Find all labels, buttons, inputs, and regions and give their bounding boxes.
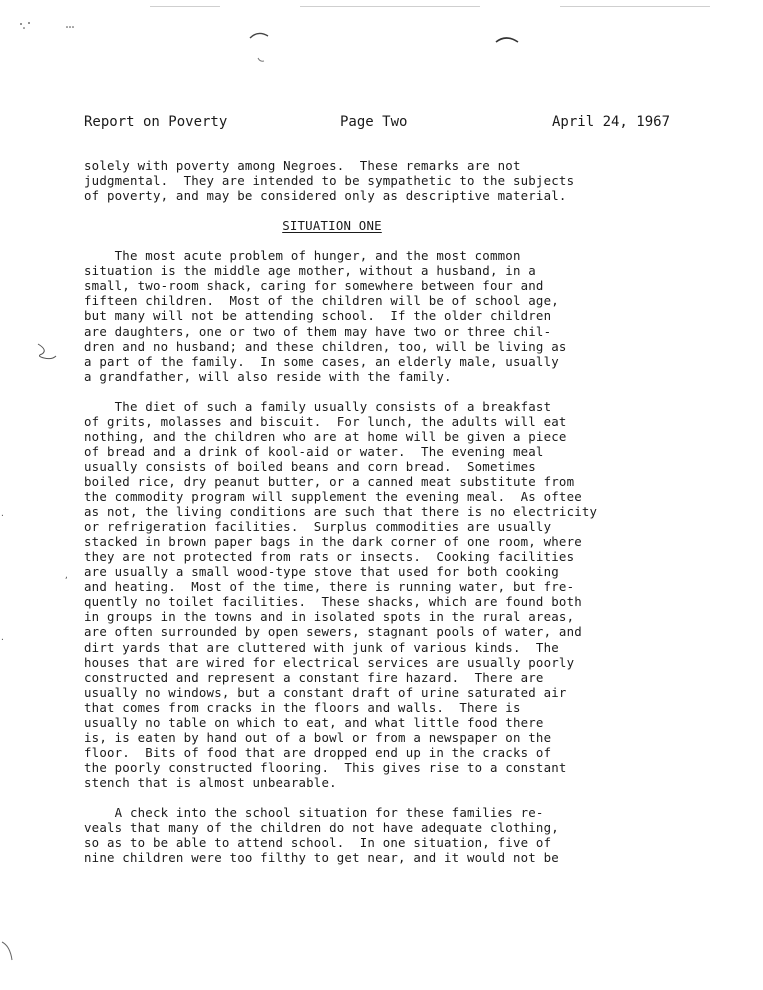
report-date: April 24, 1967 xyxy=(552,114,671,130)
report-title: Report on Poverty xyxy=(84,114,228,130)
section-heading: SITUATION ONE xyxy=(282,218,382,234)
paragraph-spacer xyxy=(84,790,704,805)
punch-hole-mark xyxy=(494,32,524,48)
scan-edge-mark xyxy=(0,938,20,968)
scan-speck: · xyxy=(0,511,5,520)
page-number: Page Two xyxy=(340,114,408,130)
scan-artifact-line xyxy=(300,6,480,7)
punch-hole-mark xyxy=(248,28,278,68)
paragraph-school: A check into the school situation for these families re- veals that many of the children do not have adequate clothing, so as to be able to attend school. In one situation, five of nine children were too filthy to get near, and it would not be xyxy=(84,805,559,866)
scan-artifact-line xyxy=(150,6,220,7)
scan-artifact-line xyxy=(560,6,710,7)
handwritten-margin-mark xyxy=(34,340,60,364)
scan-speck: , xyxy=(64,571,69,580)
scan-speck-marks xyxy=(18,18,88,34)
scan-speck: · xyxy=(0,635,5,644)
section-heading-wrap xyxy=(84,218,580,233)
paragraph-spacer xyxy=(84,384,704,399)
document-body xyxy=(84,158,704,865)
paragraph-diet-and-living: The diet of such a family usually consists of a breakfast of grits, molasses and biscuit. For lunch, the adults will eat nothing, and the children who are at home will be given a piece of bread and a drink of kool-aid or water. The evening meal usually consists of boiled beans and corn bread. Sometimes boiled rice, dry peanut butter, or a canned meat substitute from the commodity program will supplement the evening meal. As oftee as not, the living conditions are such that there is no electricity or refrigeration facilities. Surplus commodities are usually stacked in brown paper bags in the dark corner of one room, where they are not protected from rats or insects. Cooking facilities are usually a small wood-type stove that used for both cooking and heating. Most of the time, there is running water, but fre- quently no toilet facilities. These shacks, which are found both in groups in the towns and in isolated spots in the rural areas, are often surrounded by open sewers, stagnant pools of water, and dirt yards that are cluttered with junk of various kinds. The houses that are wired for electrical services are usually poorly constructed and represent a constant fire hazard. There are usually no windows, but a constant draft of urine saturated air that comes from cracks in the floors and walls. There is usually no table on which to eat, and what little food there is, is eaten by hand out of a bowl or from a newspaper on the floor. Bits of food that are dropped end up in the cracks of the poorly constructed flooring. This gives rise to a constant stench that is almost unbearable. xyxy=(84,398,598,790)
paragraph-household: The most acute problem of hunger, and the most common situation is the middle age mother, without a husband, in a small, two-room shack, caring for somewhere between four and fifteen children. Most of the children will be of school age, but many will not be attending school. If the older children are daughters, one or two of them may have two or three chil- dren and no husband; and these children, too, will be living as a part of the family. In some cases, an elderly male, usually a grandfather, will also reside with the family. xyxy=(84,248,567,384)
intro-paragraph: solely with poverty among Negroes. These remarks are not judgmental. They are intended to be sympathetic to the subjects of poverty, and may be considered only as descriptive material. xyxy=(84,158,575,204)
page-header xyxy=(84,113,684,133)
